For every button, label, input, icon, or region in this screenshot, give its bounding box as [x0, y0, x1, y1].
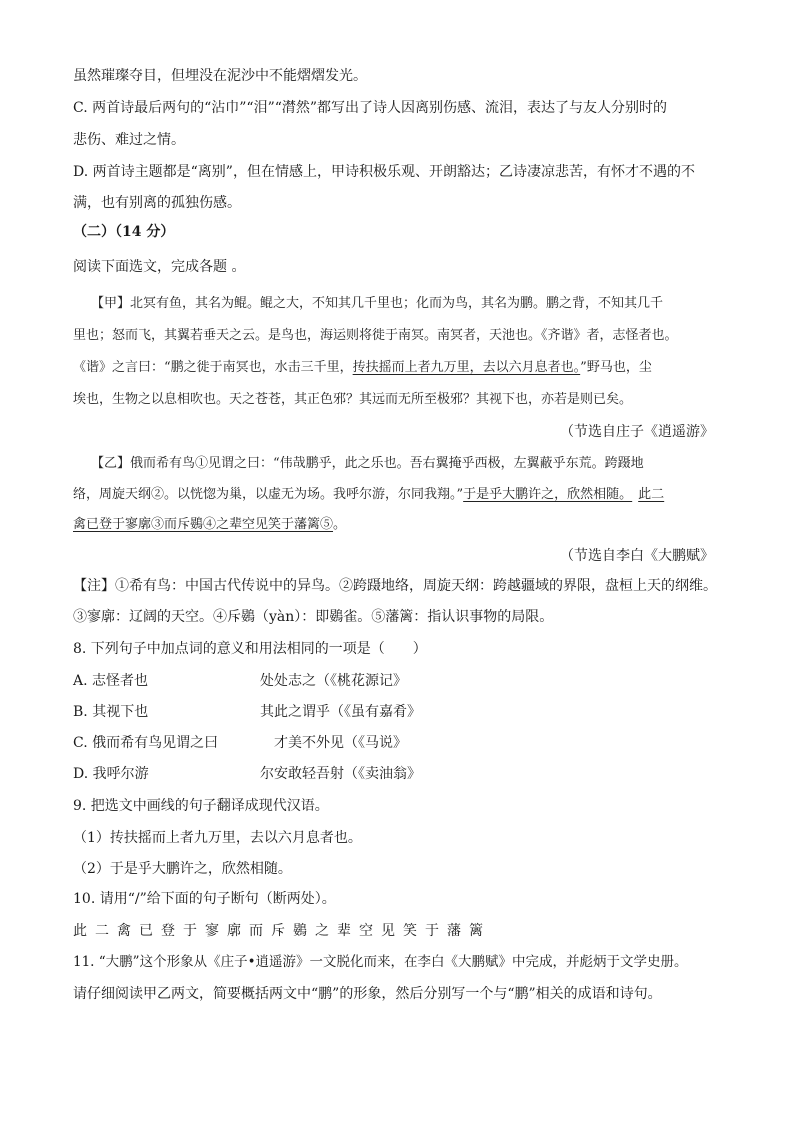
question-10-stem: 10. 请用“/”给下面的句子断句（断两处）。	[73, 891, 336, 907]
passage-b-line2-start: 络，周旋天纲②。以恍惚为巢，以虚无为场。我呼尔游，尔同我翔。”	[73, 487, 464, 502]
option-c-line1: C. 两首诗最后两句的“沾巾”“泪”“潸然”都写出了诗人因离别伤感、流泪，表达了与友人分别时的	[73, 100, 668, 116]
question-8-stem: 8. 下列句子中加点词的意义和用法相同的一项是（ ）	[73, 641, 427, 657]
passage-a-line1: 【甲】北冥有鱼，其名为鲲。鲲之大，不知其几千里也；化而为鸟，其名为鹏。鹏之背，不知其几千	[91, 296, 664, 311]
passage-b-source: （节选自李白《大鹏赋》	[560, 548, 714, 564]
underlined-sentence-1: 抟扶摇而上者九万里，去以六月息者也。	[352, 360, 581, 375]
q8-option-a-right: 处处志之（《桃花源记》	[260, 673, 407, 689]
option-b-continuation: 虽然璀璨夺目，但埋没在泥沙中不能熠熠发光。	[73, 68, 367, 84]
passage-a-line3-end: ”野马也，尘	[580, 360, 652, 375]
notes-line2: ③寥廓：辽阔的天空。④斥鷃（yàn）：即鷃雀。⑤藩篱：指认识事物的局限。	[73, 609, 554, 625]
q8-option-b-left: B. 其视下也	[73, 704, 149, 720]
q8-option-c-right: 才美不外见（《马说》	[274, 735, 407, 751]
question-10-sentence: 此二禽已登于寥廓而斥鷃之辈空见笑于藩篱	[73, 923, 491, 939]
question-9-sentence-1: （1）抟扶摇而上者九万里，去以六月息者也。	[73, 830, 362, 846]
q8-option-a-left: A. 志怪者也	[73, 673, 149, 689]
q8-option-c-left: C. 俄而希有鸟见谓之曰	[73, 735, 219, 751]
passage-b-line3-end: 。	[333, 517, 347, 532]
passage-a-line4: 埃也，生物之以息相吹也。天之苍苍，其正色邪？其远而无所至极邪？其视下也，亦若是则已矣。	[73, 392, 633, 407]
underlined-break-sentence-start: 此二	[638, 487, 665, 502]
option-d-line1: D. 两首诗主题都是“离别”，但在情感上，甲诗积极乐观、开朗豁达；乙诗凄凉悲苦，有怀才不遇的不	[73, 164, 695, 180]
section-heading: （二）（14 分）	[73, 224, 175, 240]
passage-a-line3	[73, 358, 714, 378]
question-9-sentence-2: （2）于是乎大鹏许之，欣然相随。	[73, 861, 292, 877]
option-c-line2: 悲伤、难过之情。	[73, 132, 185, 148]
passage-a-line3-start: 《谐》之言曰：“鹏之徙于南冥也，水击三千里，	[73, 360, 353, 375]
notes-line1: 【注】①希有鸟：中国古代传说中的异鸟。②跨蹑地络，周旋天纲：跨越疆域的界限，盘桓上天的纲维。	[73, 578, 717, 594]
question-11-line1: 11. “大鹏”这个形象从《庄子•逍遥游》一文脱化而来，在李白《大鹏赋》中完成，并彪炳于文学史册。	[73, 954, 688, 970]
q8-option-d-left: D. 我呼尔游	[73, 766, 149, 782]
passage-b-line3	[73, 515, 714, 535]
underlined-sentence-2: 于是乎大鹏许之，欣然相随。	[463, 487, 633, 502]
q8-option-d-right: 尔安敢轻吾射（《卖油翁》	[260, 766, 421, 782]
passage-a-source: （节选自庄子《逍遥游》	[560, 424, 714, 440]
question-9-stem: 9. 把选文中画线的句子翻译成现代汉语。	[73, 798, 329, 814]
question-11-line2: 请仔细阅读甲乙两文，简要概括两文中“鹏”的形象，然后分别写一个与“鹏”相关的成语和诗句。	[73, 986, 662, 1002]
underlined-break-sentence: 禽已登于寥廓③而斥鷃④之辈空见笑于藩篱⑤	[73, 517, 334, 532]
passage-b-line2	[73, 485, 714, 505]
q8-option-b-right: 其此之谓乎（《虽有嘉肴》	[260, 704, 421, 720]
passage-b-line1: 【乙】俄而希有鸟①见谓之曰：“伟哉鹏乎，此之乐也。吾右翼掩乎西极，左翼蔽乎东荒。跨蹑地	[91, 456, 644, 471]
option-d-line2: 满，也有别离的孤独伤感。	[73, 195, 241, 211]
reading-instruction: 阅读下面选文，完成各题 。	[73, 259, 246, 275]
passage-a-line2: 里也；怒而飞，其翼若垂天之云。是鸟也，海运则将徙于南冥。南冥者，天池也。《齐谐》者，志怪者也。	[73, 328, 678, 343]
